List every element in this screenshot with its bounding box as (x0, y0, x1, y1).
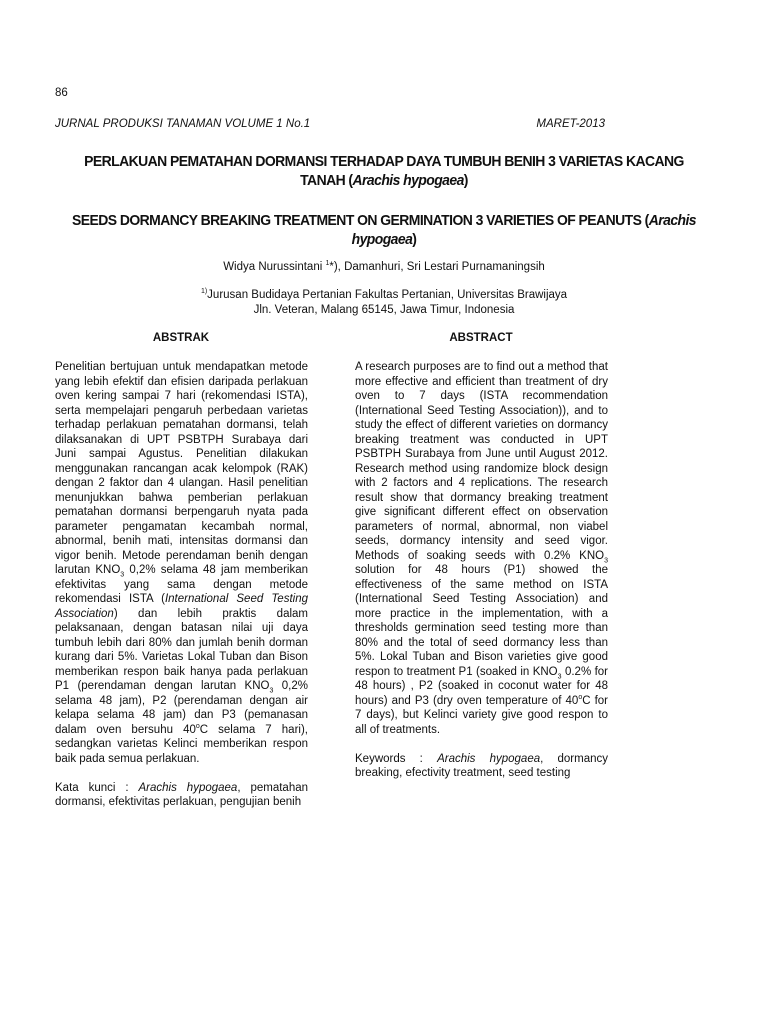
abstrak-body (55, 360, 308, 766)
journal-header (55, 118, 605, 132)
abstract-sub-1: 3 (604, 556, 608, 564)
abstract-degree: o (578, 693, 583, 701)
title-en-close: ) (412, 231, 417, 248)
abstract-text-2: solution for 48 hours (P1) showed the effectiveness of the same method on ISTA (International Seed Testing Association) and more practice in the implementation, with a thresholds germination seed testing more than 80% and the total of seed dormancy less than 5%. Lokal Tuban and Bison varieties give good respon to treatment P1 (soaked in KNO (355, 564, 608, 678)
abstract-keywords (355, 752, 608, 781)
journal-date: MARET-2013 (536, 118, 605, 130)
title-indonesian (64, 152, 704, 190)
abstract-text-1: A research purposes are to find out a method that more effective and efficient than treatment of dry oven to 7 days (ISTA recommendation (International Seed Testing Association)), and to study the effect of different varieties on dormancy breaking treatment was conducted in UPT PSBTPH Surabaya from June until August 2012. Research method using randomize block design with 2 factors and 4 replications. The research result show that dormancy breaking treatment give significant different effect on observation parameters of normal, abnormal, non viabel seeds, dormancy intensity and seed vigor. Methods of soaking seeds with 0.2% KNO (355, 361, 608, 562)
title-english (64, 211, 704, 249)
kata-kunci-label: Kata kunci : (55, 781, 139, 794)
keywords-label: Keywords : (355, 752, 438, 765)
author-rest: *), Damanhuri, Sri Lestari Purnamaningsih (329, 261, 545, 273)
affiliation-mark: 1) (200, 288, 208, 296)
affiliation-line-2: Jln. Veteran, Malang 65145, Jawa Timur, Indonesia (253, 304, 515, 316)
abstrak-text-4: 0,2% selama 48 jam), P2 (perendaman dengan air kelapa selama 48 jam) dan P3 (pemanasan dalam oven bersuhu 40 (55, 680, 308, 736)
journal-name: JURNAL PRODUKSI TANAMAN VOLUME 1 No.1 (55, 118, 311, 130)
abstrak-column (55, 360, 308, 824)
abstract-column (355, 360, 608, 795)
abstract-text-4: C for 7 days), but Kelinci variety give good respon to all of treatments. (355, 694, 609, 736)
title-id-close: ) (463, 172, 468, 189)
abstrak-text-5: C selama 7 hari), sedangkan varietas Kelinci memberikan respon baik pada semua perlakuan. (55, 723, 308, 765)
title-en-species: Arachis hypogaea (351, 212, 697, 248)
abstrak-degree: o (195, 722, 200, 730)
keywords-rest: , dormancy breaking, efectivity treatment, seed testing (355, 752, 608, 779)
keywords-species: Arachis hypogaea (437, 752, 541, 765)
kata-kunci-species: Arachis hypogaea (138, 781, 238, 794)
abstract-body (355, 360, 608, 737)
abstrak-text-3: ) dan lebih praktis dalam pelaksanaan, dengan batasan nilai uji daya tumbuh lebih dari 80% dan jumlah benih dorman kurang dari 5%. Varietas Lokal Tuban dan Bison memberikan respon baik hanya pada perlakuan P1 (perendaman dengan larutan KNO (55, 607, 308, 692)
title-id-text: PERLAKUAN PEMATAHAN DORMANSI TERHADAP DAYA TUMBUH BENIH 3 VARIETAS KACANG TANAH ( (84, 153, 684, 189)
abstrak-text-2: 0,2% selama 48 jam memberikan efektivitas yang sama dengan metode rekomendasi ISTA ( (55, 564, 309, 605)
abstrak-text-1: Penelitian bertujuan untuk mendapatkan metode yang lebih efektif dan efisien daripada perlakuan oven kering sampai 7 hari (rekomendasi ISTA), serta mempelajari pengaruh perbedaan varietas terhadap perlakuan pematahan dormansi, telah dilaksanakan di UPT PSBTPH Surabaya dari Juni sampai Agustus. Penelitian dilakukan menggunakan rancangan acak kelompok (RAK) dengan 2 faktor dan 4 ulangan. Hasil penelitian menunjukkan bahwa pemberian perlakuan pematahan dormansi berpengaruh nyata pada parameter pengamatan kecambah normal, abnormal, benih mati, intensitas dormansi dan vigor benih. Metode perendaman benih dengan larutan KNO (55, 361, 308, 576)
abstrak-sub-2: 3 (269, 687, 274, 695)
abstrak-keywords (55, 781, 308, 810)
affiliation-line-1 (40, 289, 728, 301)
abstrak-sub-1: 3 (120, 571, 125, 579)
title-id-species: Arachis hypogaea (352, 172, 464, 189)
abstrak-heading: ABSTRAK (152, 332, 210, 344)
author-mark: 1 (325, 260, 330, 268)
abstract-heading: ABSTRACT (449, 332, 513, 344)
abstract-text-3: 0.2% for 48 hours) , P2 (soaked in coconut water for 48 hours) and P3 (dry oven temperature of 40 (355, 665, 608, 707)
affiliation-text-1: Jurusan Budidaya Pertanian Fakultas Pertanian, Universitas Brawijaya (207, 289, 568, 301)
title-en-text: SEEDS DORMANCY BREAKING TREATMENT ON GERMINATION 3 VARIETIES OF PEANUTS ( (71, 212, 649, 229)
authors (40, 261, 728, 273)
kata-kunci-rest: , pematahan dormansi, efektivitas perlakuan, pengujian benih (55, 781, 309, 808)
author-first: Widya Nurussintani (223, 261, 326, 273)
abstrak-italic: International Seed Testing Association (55, 593, 308, 620)
abstract-sub-2: 3 (557, 672, 562, 680)
page-number: 86 (55, 87, 68, 99)
